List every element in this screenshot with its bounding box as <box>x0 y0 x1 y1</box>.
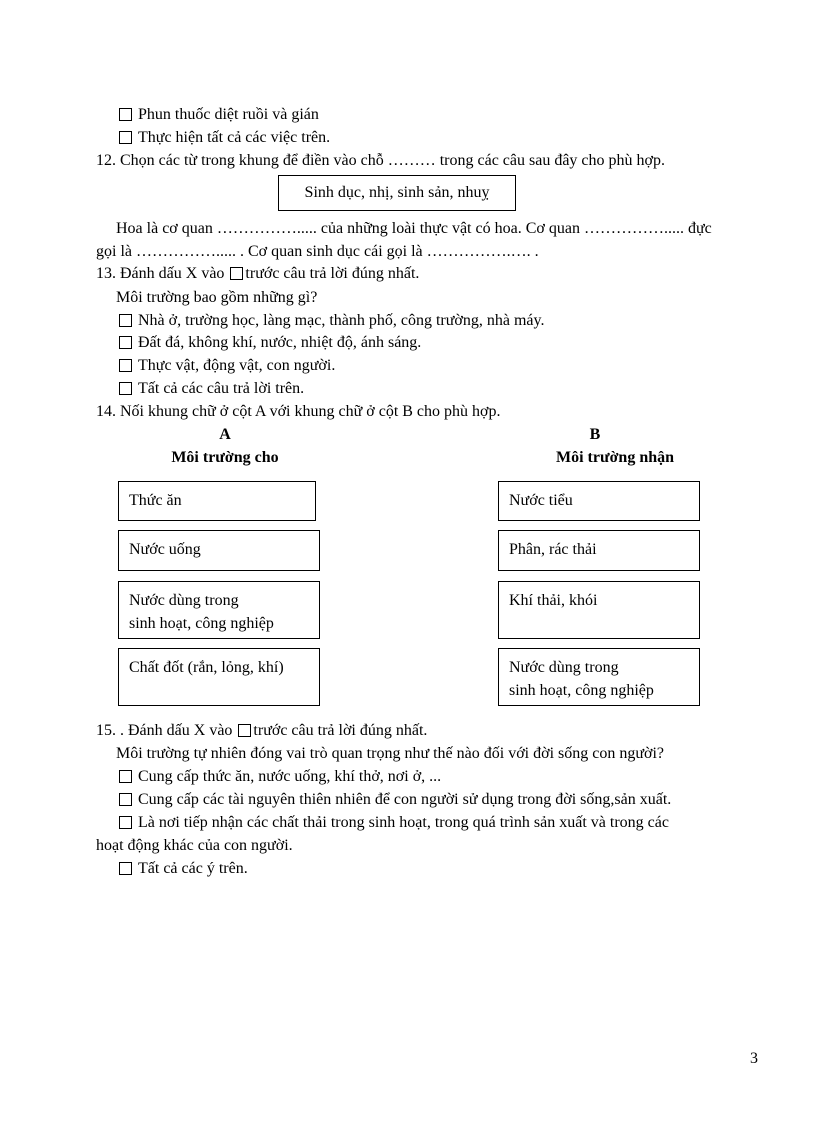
q15-title: 15. . Đánh dấu X vào trước câu trả lời đúng nhất. <box>96 722 428 739</box>
column-a-box-4[interactable]: Chất đốt (rắn, lỏng, khí) <box>118 648 320 706</box>
q15-option-2: Cung cấp các tài nguyên thiên nhiên để con người sử dụng trong đời sống,sản xuất. <box>119 789 671 811</box>
q12-word-box: Sinh dục, nhị, sinh sản, nhuỵ <box>278 175 516 211</box>
q13-option-1: Nhà ở, trường học, làng mạc, thành phố, công trường, nhà máy. <box>119 310 544 332</box>
q15-option-4: Tất cả các ý trên. <box>119 858 248 880</box>
checkbox[interactable] <box>119 336 132 349</box>
checkbox[interactable] <box>119 359 132 372</box>
q12-title: 12. Chọn các từ trong khung để điền vào chỗ ……… trong các câu sau đây cho phù hợp. <box>96 152 665 169</box>
column-a-box-2[interactable]: Nước uống <box>118 530 320 571</box>
column-b-box-2[interactable]: Phân, rác thải <box>498 530 700 571</box>
q11-option-1: Phun thuốc diệt ruồi và gián <box>119 104 319 126</box>
q15-question: Môi trường tự nhiên đóng vai trò quan trọng như thế nào đối với đời sống con người? <box>116 745 665 762</box>
checkbox[interactable] <box>119 862 132 875</box>
checkbox[interactable] <box>119 314 132 327</box>
q13-question: Môi trường bao gồm những gì? <box>116 289 318 306</box>
q13-option-4: Tất cả các câu trả lời trên. <box>119 378 304 400</box>
checkbox[interactable] <box>119 770 132 783</box>
checkbox[interactable] <box>119 131 132 144</box>
checkbox-sample-icon <box>230 267 243 280</box>
q12-line-2: gọi là ……………..... . Cơ quan sinh dục cái gọi là …………….…. . <box>96 243 539 260</box>
column-b-box-3[interactable]: Khí thải, khói <box>498 581 700 639</box>
column-b-box-4[interactable]: Nước dùng trong sinh hoạt, công nghiệp <box>498 648 700 706</box>
column-b-letter: B <box>589 426 601 443</box>
column-a-title: Môi trường cho <box>171 449 279 466</box>
checkbox-sample-icon <box>238 724 251 737</box>
column-b-title: Môi trường nhận <box>555 449 675 466</box>
checkbox[interactable] <box>119 108 132 121</box>
q11-option-2: Thực hiện tất cả các việc trên. <box>119 127 330 149</box>
q13-option-2: Đất đá, không khí, nước, nhiệt độ, ánh sáng. <box>119 332 421 354</box>
column-a-box-3[interactable]: Nước dùng trong sinh hoạt, công nghiệp <box>118 581 320 639</box>
q15-option-1: Cung cấp thức ăn, nước uống, khí thở, nơi ở, ... <box>119 766 441 788</box>
column-a-box-1[interactable]: Thức ăn <box>118 481 316 521</box>
checkbox[interactable] <box>119 382 132 395</box>
q13-option-3: Thực vật, động vật, con người. <box>119 355 335 377</box>
column-b-box-1[interactable]: Nước tiểu <box>498 481 700 521</box>
q12-line-1: Hoa là cơ quan ……………..... của những loài thực vật có hoa. Cơ quan ……………..... đực <box>116 220 712 237</box>
q15-option-3: Là nơi tiếp nhận các chất thải trong sinh hoạt, trong quá trình sản xuất và trong các <box>119 812 669 834</box>
checkbox[interactable] <box>119 793 132 806</box>
page-number: 3 <box>750 1050 758 1067</box>
q15-option-3-continued: hoạt động khác của con người. <box>96 837 293 854</box>
q14-title: 14. Nối khung chữ ở cột A với khung chữ ở cột B cho phù hợp. <box>96 403 501 420</box>
q13-title: 13. Đánh dấu X vào trước câu trả lời đúng nhất. <box>96 265 420 282</box>
column-a-letter: A <box>219 426 231 443</box>
checkbox[interactable] <box>119 816 132 829</box>
